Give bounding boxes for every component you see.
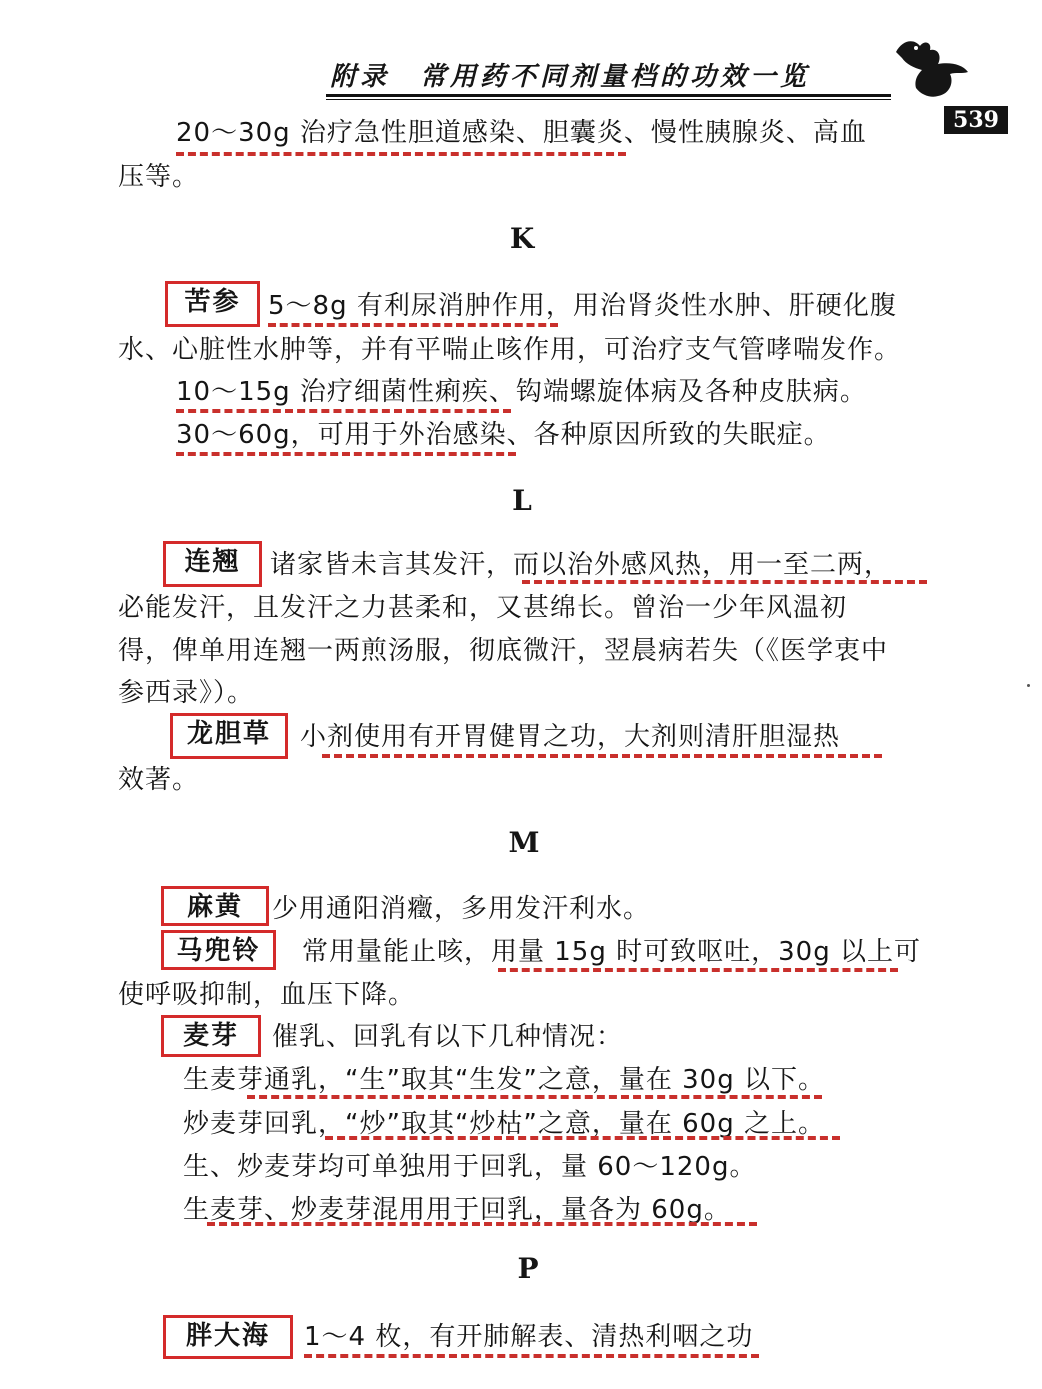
text-line: 20～30g 治疗急性胆道感染、胆囊炎、慢性胰腺炎、高血	[176, 118, 867, 148]
section-letter-p: P	[517, 1252, 539, 1285]
term-maiya: 麦芽	[161, 1015, 261, 1057]
dashed-underline	[176, 409, 511, 413]
text-line: 效著。	[118, 765, 200, 795]
text-line: 1～4 枚，有开肺解表、清热利咽之功	[304, 1322, 754, 1352]
text-line: 使呼吸抑制，血压下降。	[118, 980, 416, 1010]
dashed-underline	[176, 152, 626, 156]
text-line: 5～8g 有利尿消肿作用，用治肾炎性水肿、肝硬化腹	[268, 291, 897, 321]
dashed-underline	[522, 580, 927, 584]
term-kushen: 苦参	[165, 281, 260, 327]
text-line: 得，俾单用连翘一两煎汤服，彻底微汗，翌晨病若失（《医学衷中	[118, 636, 889, 666]
text-line: 生麦芽通乳，“生”取其“生发”之意，量在 30g 以下。	[183, 1065, 825, 1095]
text-line: 必能发汗，且发汗之力甚柔和，又甚绵长。曾治一少年风温初	[118, 593, 848, 623]
header-rule	[326, 94, 891, 97]
dashed-underline	[322, 754, 882, 758]
dashed-underline	[247, 1095, 822, 1099]
text-line: 30～60g，可用于外治感染、各种原因所致的失眠症。	[176, 420, 831, 450]
text-line: 生麦芽、炒麦芽混用用于回乳，量各为 60g。	[183, 1195, 731, 1225]
term-pangdahai: 胖大海	[163, 1315, 293, 1359]
text-line: 生、炒麦芽均可单独用于回乳，量 60～120g。	[183, 1152, 757, 1182]
text-line: 炒麦芽回乳，“炒”取其“炒枯”之意，量在 60g 之上。	[183, 1109, 825, 1139]
dashed-underline	[176, 452, 516, 456]
section-letter-k: K	[509, 222, 535, 255]
section-letter-l: L	[512, 484, 532, 517]
text-line: 少用通阳消癥，多用发汗利水。	[272, 894, 651, 924]
dashed-underline	[304, 1354, 759, 1358]
scan-speck	[1027, 684, 1030, 687]
text-line: 常用量能止咳，用量 15g 时可致呕吐，30g 以上可	[302, 937, 921, 967]
term-lianqiao: 连翘	[163, 541, 262, 587]
dragon-emblem-icon	[892, 34, 972, 104]
dashed-underline	[498, 968, 898, 972]
dashed-underline	[325, 1136, 840, 1140]
text-line: 10～15g 治疗细菌性痢疾、钩端螺旋体病及各种皮肤病。	[176, 377, 867, 407]
text-line: 参西录》）。	[118, 678, 255, 708]
text-line: 诸家皆未言其发汗，而以治外感风热，用一至二两，	[270, 550, 892, 580]
text-line: 催乳、回乳有以下几种情况：	[272, 1022, 624, 1052]
dashed-underline	[207, 1222, 757, 1226]
dashed-underline	[268, 323, 558, 327]
text-line: 小剂使用有开胃健胃之功，大剂则清肝胆湿热	[300, 722, 841, 752]
text-line: 水、心脏性水肿等，并有平喘止咳作用，可治疗支气管哮喘发作。	[118, 335, 902, 365]
page-number: 539	[944, 106, 1008, 134]
term-mahuang: 麻黄	[161, 886, 269, 926]
running-title: 附录 常用药不同剂量档的功效一览	[330, 62, 811, 92]
header-rule-thin	[326, 99, 891, 100]
term-madouling: 马兜铃	[161, 930, 276, 970]
text-line: 压等。	[118, 162, 200, 192]
section-letter-m: M	[508, 826, 540, 859]
term-longdancao: 龙胆草	[170, 713, 288, 759]
